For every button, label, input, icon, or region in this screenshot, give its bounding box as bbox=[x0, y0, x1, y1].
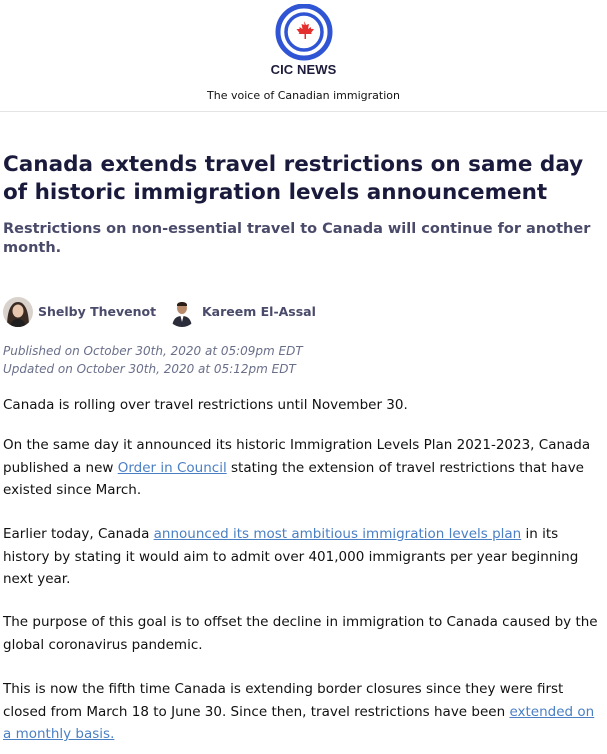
order-in-council-link[interactable]: Order in Council bbox=[117, 459, 227, 476]
paragraph-text: in its history by stating it would aim to admit over 401,000 immigrants per year beginning next year. bbox=[3, 526, 579, 587]
site-header bbox=[0, 0, 607, 112]
article-paragraph-1: Canada is rolling over travel restrictions until November 30. bbox=[3, 397, 408, 413]
paragraph-text: This is now the fifth time Canada is extending border closures since they were first closed from March 18 to June 30. Since then, travel restrictions have been bbox=[3, 681, 564, 720]
article-title: Canada extends travel restrictions on same day of historic immigration levels announcement bbox=[3, 152, 584, 205]
man-avatar[interactable] bbox=[167, 297, 197, 327]
extended-monthly-link[interactable]: extended on a monthly basis. bbox=[3, 703, 595, 742]
brand-name[interactable]: CIC NEWS bbox=[270, 62, 337, 77]
article-paragraph-4: The purpose of this goal is to offset the decline in immigration to Canada caused by the global coronavirus pandemic. bbox=[3, 614, 598, 653]
paragraph-text: Earlier today, Canada bbox=[3, 526, 154, 542]
article-subtitle: Restrictions on non-essential travel to Canada will continue for another month. bbox=[3, 221, 591, 256]
author-kareem-el-assal[interactable] bbox=[167, 297, 327, 327]
paragraph-text: stating the extension of travel restrictions that have existed since March. bbox=[3, 459, 584, 498]
article-paragraph-2 bbox=[3, 434, 603, 502]
site-tagline: The voice of Canadian immigration bbox=[207, 89, 400, 102]
author-name[interactable]: Shelby Thevenot bbox=[38, 304, 157, 319]
updated-date: Updated on October 30th, 2020 at 05:12pm EDT bbox=[3, 362, 296, 376]
published-date: Published on October 30th, 2020 at 05:09pm EDT bbox=[3, 344, 303, 358]
article-paragraph-5 bbox=[3, 678, 603, 746]
woman-avatar[interactable] bbox=[3, 297, 33, 327]
author-shelby-thevenot[interactable] bbox=[3, 297, 163, 327]
article-paragraph-3 bbox=[3, 523, 603, 591]
cic-news-logo-icon[interactable] bbox=[272, 4, 336, 68]
paragraph-text: On the same day it announced its historic Immigration Levels Plan 2021-2023, Canada published a new bbox=[3, 437, 591, 476]
author-name[interactable]: Kareem El-Assal bbox=[202, 304, 316, 319]
immigration-levels-plan-link[interactable]: announced its most ambitious immigration levels plan bbox=[153, 526, 522, 542]
